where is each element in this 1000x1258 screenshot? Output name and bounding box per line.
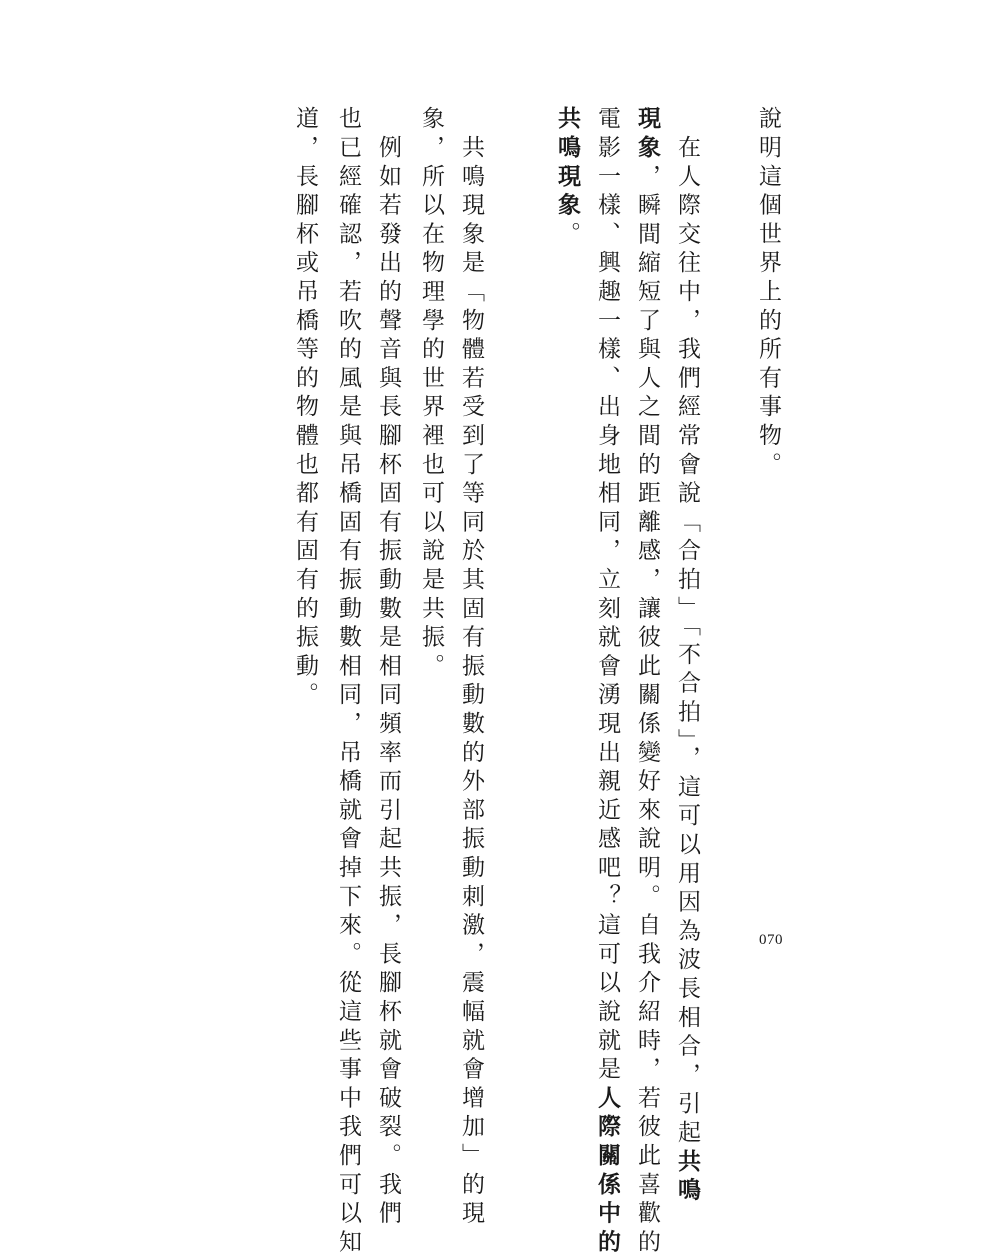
text-run: 在人際交往中，我們經常會說「合拍」「不合拍」，這可以用因為波長相合，引起 xyxy=(674,106,700,1149)
text-column xyxy=(753,106,783,480)
text-column xyxy=(592,106,622,1258)
text-run: 共鳴現象是「物體若受到了等同於其固有振動數的外部振動刺激，震幅就會增加」的現 xyxy=(458,106,484,1230)
bold-phrase: 現象 xyxy=(634,106,660,164)
text-column xyxy=(632,106,662,1258)
text-run: 。 xyxy=(554,221,580,251)
text-run: 象，所以在物理學的世界裡也可以說是共振。 xyxy=(418,106,444,682)
text-run: 例如若發出的聲音與長腳杯固有振動數是相同頻率而引起共振，長腳杯就會破裂。我們 xyxy=(375,106,401,1230)
bold-phrase: 共鳴 xyxy=(674,1148,700,1207)
text-column xyxy=(552,106,582,250)
text-run: 電影一樣、興趣一樣、出身地相同，立刻就會湧現出親近感吧？這可以說就是 xyxy=(594,106,620,1086)
text-column xyxy=(672,106,702,1206)
text-column xyxy=(290,106,320,711)
text-run: 也已經確認，若吹的風是與吊橋固有振動數相同，吊橋就會掉下來。從這些事中我們可以知 xyxy=(335,106,361,1258)
text-run: 道，長腳杯或吊橋等的物體也都有固有的振動。 xyxy=(292,106,318,711)
text-column xyxy=(333,106,363,1258)
bold-phrase: 人際關係中的 xyxy=(594,1085,620,1258)
text-column xyxy=(416,106,446,682)
text-column xyxy=(373,106,403,1229)
page-number: 070 xyxy=(759,932,783,948)
text-column xyxy=(456,106,486,1229)
text-run: ，瞬間縮短了與人之間的距離感，讓彼此關係變好來說明。自我介紹時，若彼此喜歡的 xyxy=(634,163,660,1258)
text-run: 說明這個世界上的所有事物。 xyxy=(755,106,781,481)
bold-phrase: 共鳴現象 xyxy=(554,106,580,222)
